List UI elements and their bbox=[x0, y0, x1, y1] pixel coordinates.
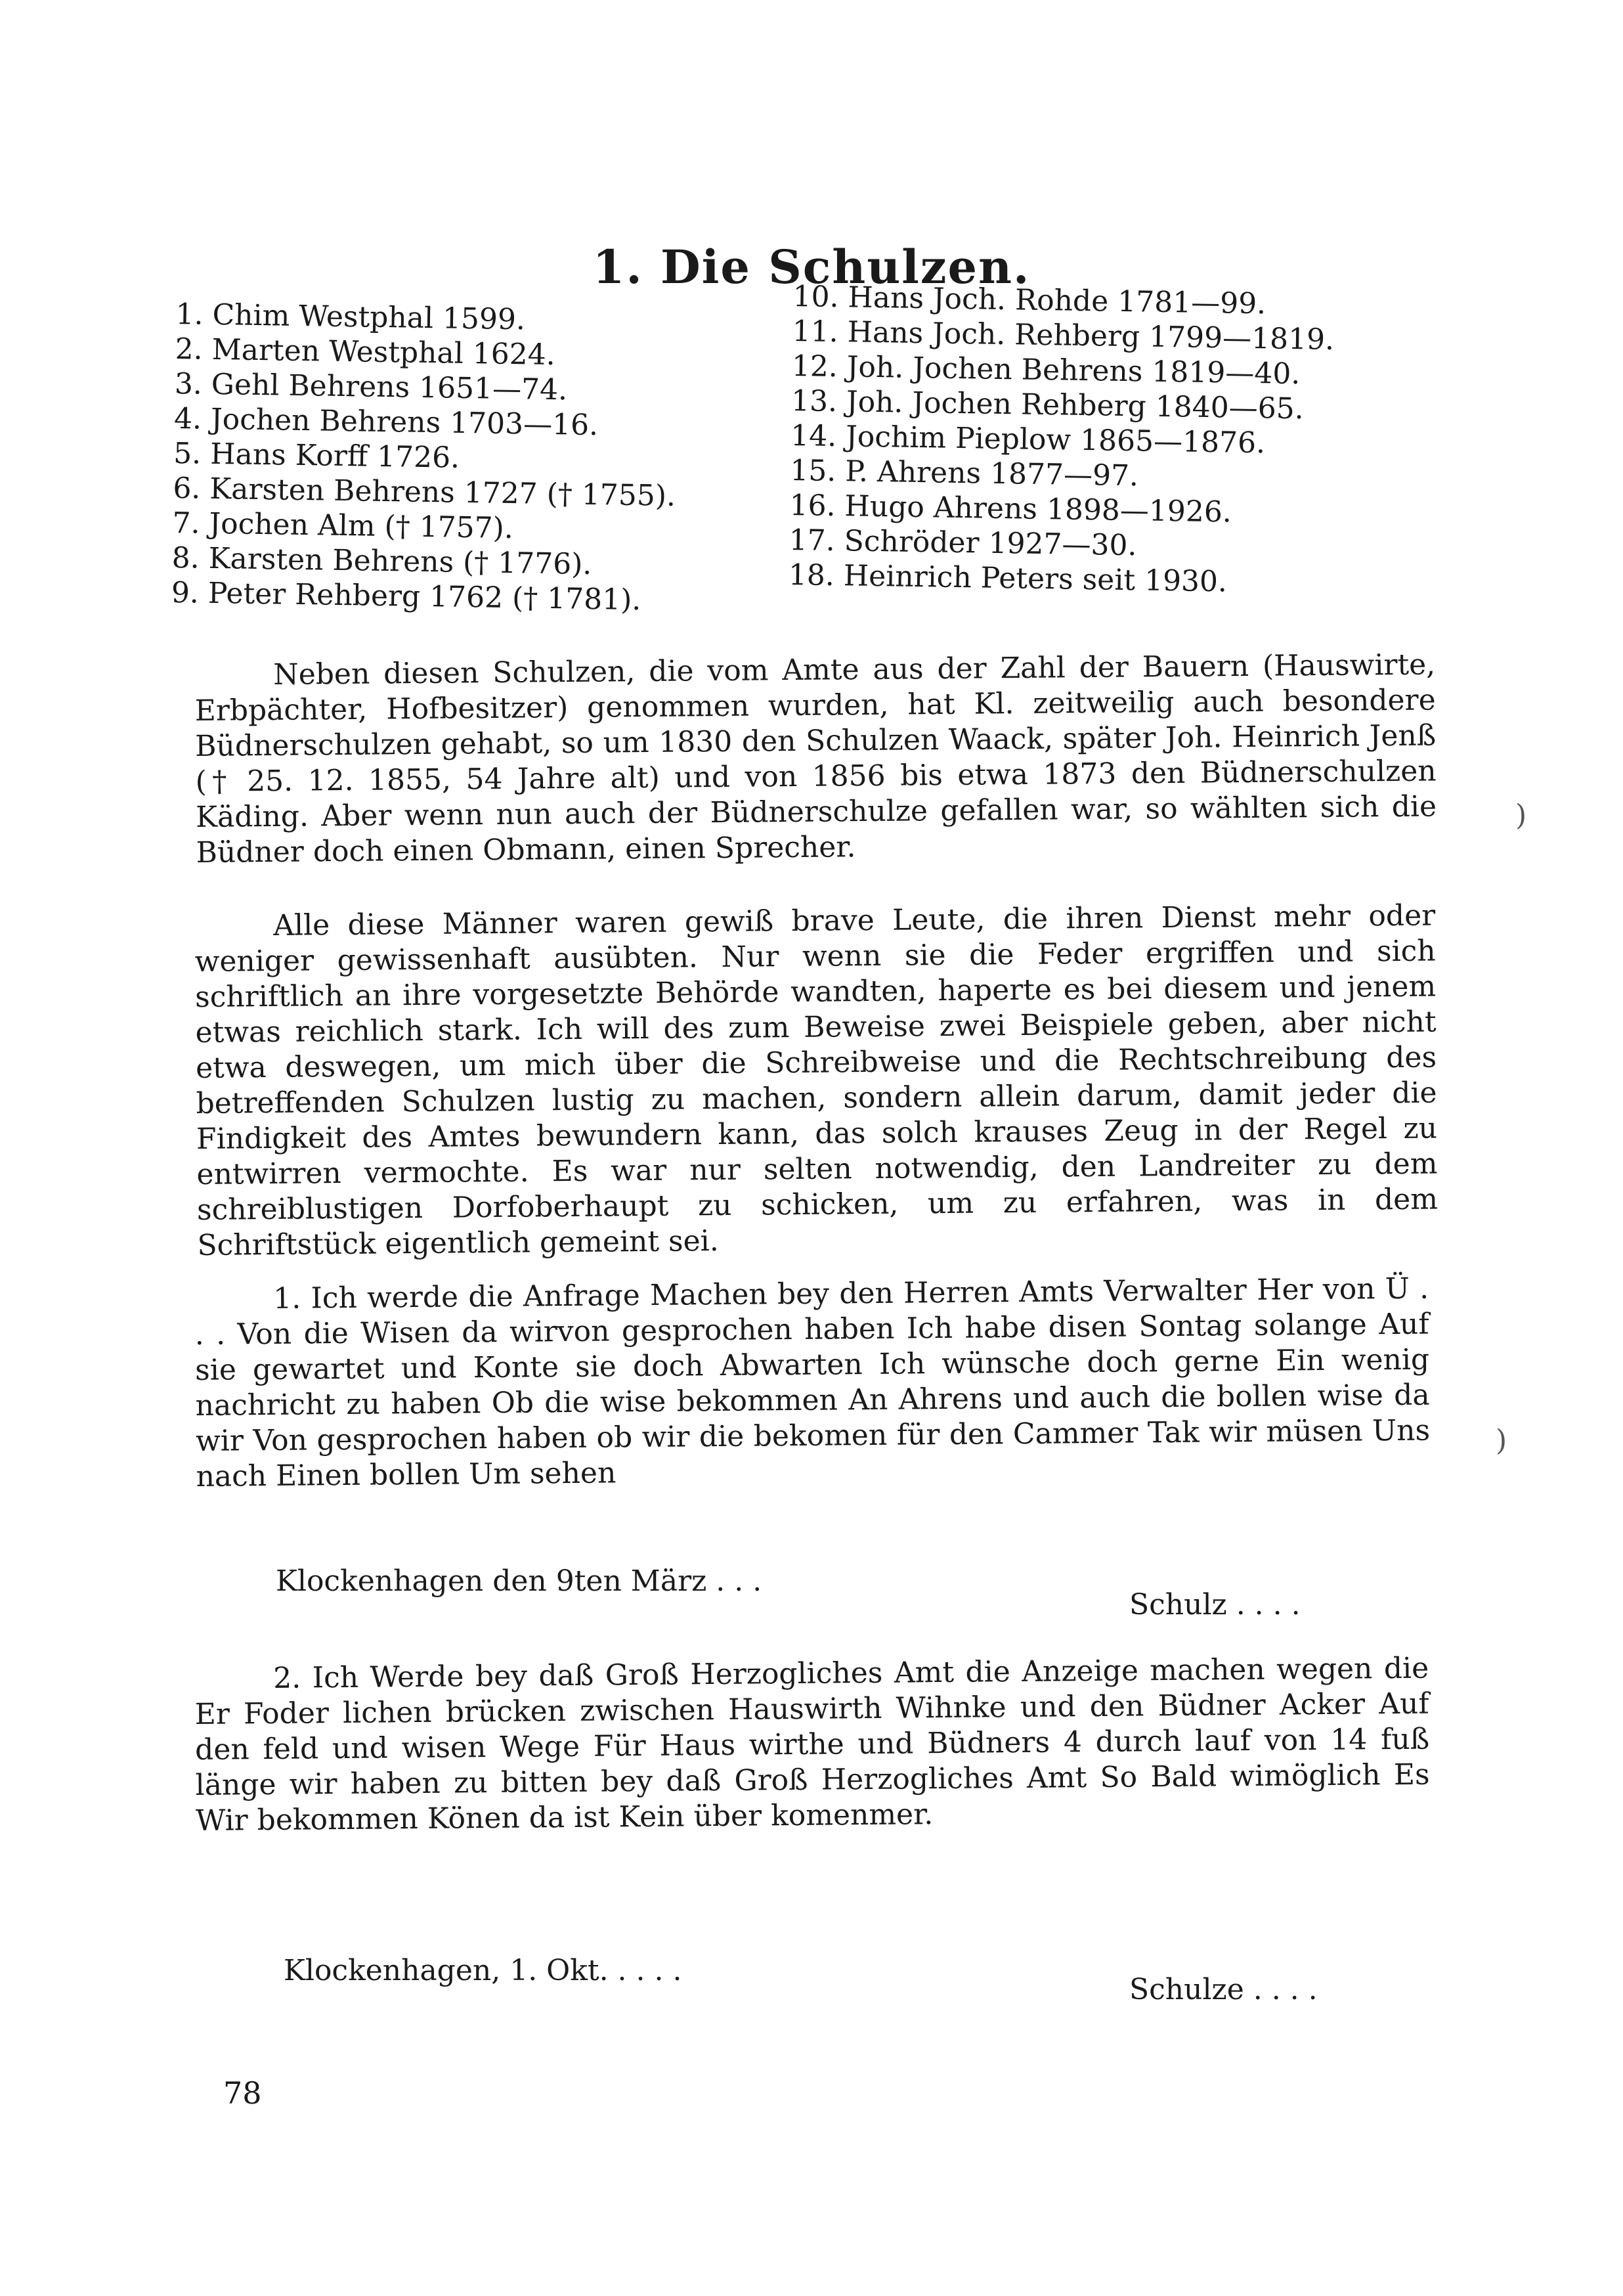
letter-2-text: 2. Ich Werde bey daß Groß Herzogliches Amt die Anzeige machen wegen die Er Foder lichen brücken zwischen Hauswirth Wihnke und den Büdner Acker Auf den feld und wisen Wege Für Haus wirthe und Büdners 4 durch lauf von 14 fuß länge wir haben zu bitten bey daß Groß Herzogliches Amt So Bald wimöglich Es Wir bekommen Könen da ist Kein über komenmer. bbox=[194, 1651, 1430, 1838]
paragraph-buednerschulzen: Neben diesen Schulzen, die vom Amte aus der Zahl der Bauern (Hauswirte, Erbpächter, Hofbesitzer) genommen wurden, hat Kl. zeitweilig auch besondere Büdnerschulzen gehabt, so um 1830 den Schulzen Waack, später Joh. Heinrich Jenß († 25. 12. 1855, 54 Jahre alt) und von 1856 bis etwa 1873 den Büdnerschulzen Käding. Aber wenn nun auch der Büdnerschulze gefallen war, so wählten sich die Büdner doch einen Obmann, einen Sprecher. bbox=[194, 648, 1437, 870]
schulzen-list-left bbox=[171, 297, 679, 618]
letter-1-place-date: Klockenhagen den 9ten März . . . bbox=[276, 1564, 762, 1598]
letter-1-signature: Schulz . . . . bbox=[1129, 1588, 1301, 1622]
list-item: 18. Heinrich Peters seit 1930. bbox=[788, 558, 1228, 599]
list-item: 15. P. Ahrens 1877—97. bbox=[790, 453, 1139, 493]
list-item: 10. Hans Joch. Rohde 1781—99. bbox=[792, 279, 1266, 321]
paragraph-schreibweise: Alle diese Männer waren gewiß brave Leute, die ihren Dienst mehr oder weniger gewissenhaft ausübten. Nur wenn sie die Feder ergriffen und sich schriftlich an ihre vorgesetzte Behörde wandten, haperte es bei diesem und jenem etwas reichlich stark. Ich will des zum Beweise zwei Beispiele geben, aber nicht etwa deswegen, um mich über die Schreibweise und die Rechtschreibung des betreffenden Schulzen lustig zu machen, sondern allein darum, damit jeder die Findigkeit des Amtes bewundern kann, das solch krauses Zeug in der Regel zu entwirren vermochte. Es war nur selten notwendig, den Landreiter zu dem schreiblustigen Dorfoberhaupt zu schicken, um zu erfahren, was in dem Schriftstück eigentlich gemeint sei. bbox=[194, 898, 1439, 1262]
list-item: 16. Hugo Ahrens 1898—1926. bbox=[789, 488, 1232, 529]
list-item: 11. Hans Joch. Rehberg 1799—1819. bbox=[792, 314, 1335, 357]
letter-1-text: 1. Ich werde die Anfrage Machen bey den Herren Amts Verwalter Her von Ü . . . Von die Wisen da wirvon gesprochen haben Ich habe disen Sontag solange Auf sie gewartet und Konte sie doch Abwarten Ich wünsche doch gerne Ein wenig nachricht zu haben Ob die wise bekommen An Ahrens und auch die bollen wise da wir Von gesprochen haben ob wir die bekomen für den Cammer Tak wir müsen Uns nach Einen bollen Um sehen bbox=[194, 1271, 1431, 1493]
margin-mark: ) bbox=[1515, 799, 1527, 832]
list-item: 7. Jochen Alm († 1757). bbox=[172, 506, 514, 546]
list-item: 2. Marten Westphal 1624. bbox=[175, 332, 556, 372]
list-item: 5. Hans Korff 1726. bbox=[173, 436, 460, 475]
letter-2-signature: Schulze . . . . bbox=[1129, 1973, 1318, 2006]
list-item: 1. Chim Westphal 1599. bbox=[175, 297, 526, 337]
page-title: 1. Die Schulzen. bbox=[592, 239, 1031, 294]
list-item: 4. Jochen Behrens 1703—16. bbox=[173, 401, 599, 443]
schulzen-list-right bbox=[789, 279, 1335, 601]
list-item: 14. Jochim Pieplow 1865—1876. bbox=[790, 418, 1266, 460]
list-item: 13. Joh. Jochen Rehberg 1840—65. bbox=[790, 384, 1305, 426]
list-item: 6. Karsten Behrens 1727 († 1755). bbox=[173, 471, 676, 513]
list-item: 17. Schröder 1927—30. bbox=[789, 523, 1137, 563]
list-item: 9. Peter Rehberg 1762 († 1781). bbox=[171, 575, 641, 617]
list-item: 8. Karsten Behrens († 1776). bbox=[171, 541, 592, 581]
list-item: 12. Joh. Jochen Behrens 1819—40. bbox=[791, 349, 1301, 391]
page-number: 78 bbox=[223, 2075, 262, 2111]
list-item: 3. Gehl Behrens 1651—74. bbox=[174, 366, 568, 407]
margin-mark: ) bbox=[1496, 1424, 1507, 1457]
letter-2-place-date: Klockenhagen, 1. Okt. . . . . bbox=[284, 1954, 682, 1987]
